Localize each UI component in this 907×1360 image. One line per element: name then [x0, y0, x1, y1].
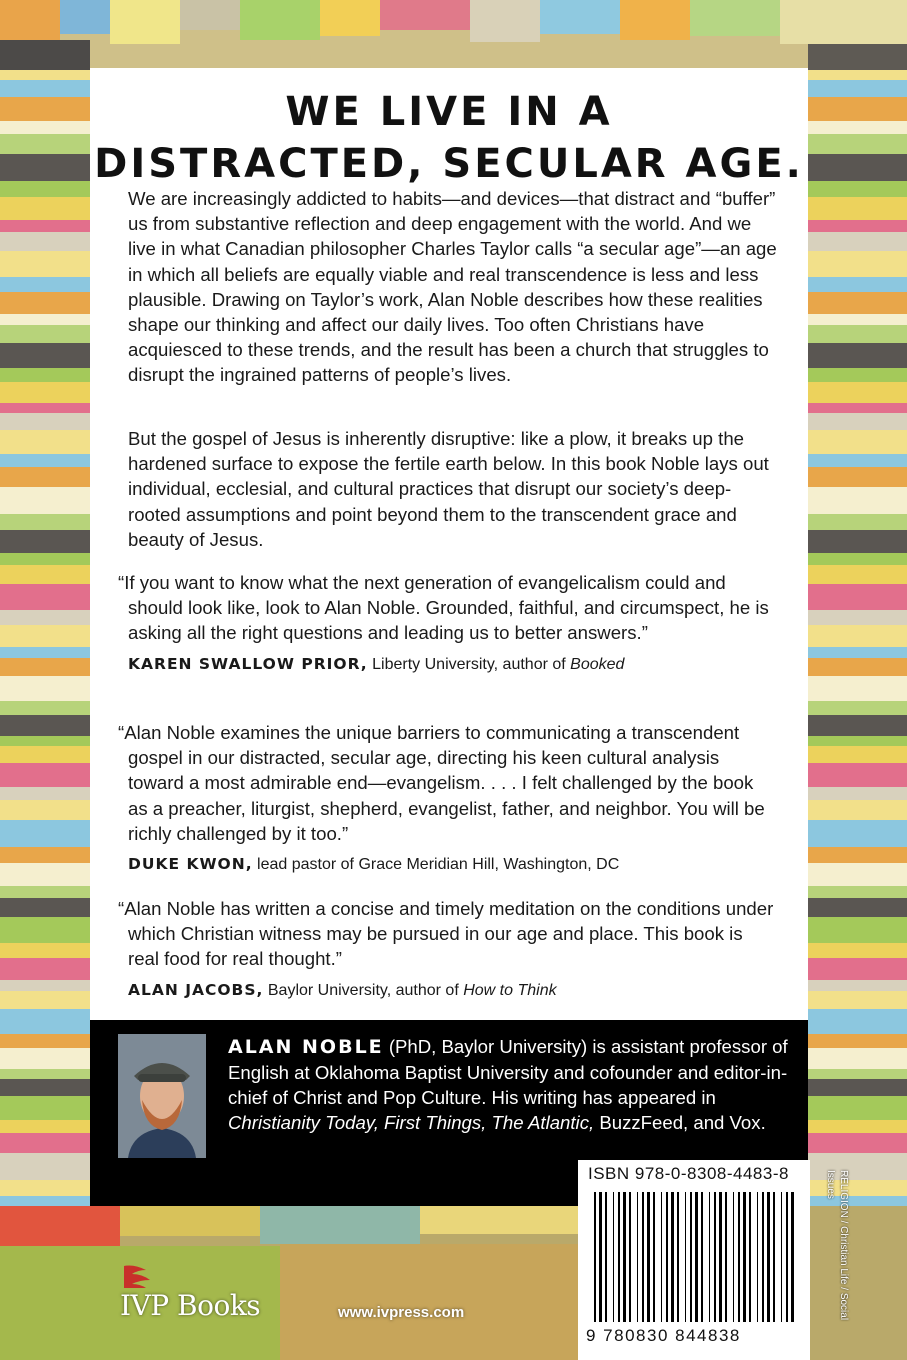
description-text: But the gospel of Jesus is inherently disruptive: like a plow, it breaks up the hardened surface to expose the fertile earth below. In this book Noble lays out individual, ecclesial, and cultural practices that disrupt our society’s deep-rooted assumptions and point beyond them to the transcendent grace and beauty of Jesus. — [128, 428, 769, 550]
barcode-bar — [690, 1192, 692, 1322]
barcode-bar — [791, 1192, 794, 1322]
publisher-website[interactable]: www.ivpress.com — [338, 1304, 465, 1321]
category-label: RELIGION / Christian Life / Social Issues — [825, 1170, 849, 1321]
author-bio-publications: Christianity Today, First Things, The Atlantic, — [228, 1112, 595, 1133]
barcode-bar — [642, 1192, 644, 1322]
barcode-bar — [661, 1192, 662, 1322]
author-bio-text-end: BuzzFeed, and Vox. — [594, 1112, 766, 1133]
endorsement-quote: “If you want to know what the next generation of evangelicalism could and should look like, look to Alan Noble. Grounded, faithful, and circumspect, he is asking all the right questions and leading us to better answers.” — [118, 572, 769, 644]
barcode-bar — [773, 1192, 775, 1322]
endorsement-quote: “Alan Noble has written a concise and timely meditation on the conditions under which Christian witness may be pursued in our age and place. This book is real food for real thought.” — [118, 898, 774, 970]
endorser-work: How to Think — [463, 981, 557, 999]
barcode-bar — [719, 1192, 722, 1322]
barcode-bar — [762, 1192, 764, 1322]
barcode-bar — [618, 1192, 620, 1322]
endorsement-1 — [118, 570, 778, 677]
isbn-digits: 9 780830 844838 — [586, 1326, 741, 1345]
endorser-name: KAREN SWALLOW PRIOR, — [128, 654, 368, 673]
isbn-label: ISBN 978-0-8308-4483-8 — [588, 1164, 789, 1183]
description-paragraph-2 — [128, 426, 778, 552]
endorsement-attribution — [128, 852, 778, 877]
endorser-name: ALAN JACOBS, — [128, 980, 264, 999]
barcode-bar — [671, 1192, 674, 1322]
barcode — [588, 1188, 800, 1326]
endorser-affiliation: Baylor University, author of — [267, 981, 459, 999]
barcode-bar — [695, 1192, 698, 1322]
endorsement-attribution — [128, 978, 778, 1003]
author-bio-text: (PhD, Baylor University) is assistant professor of English at Oklahoma Baptist University and cofounder and editor-in-chief of Christ and Pop Culture. His writing has appeared in — [228, 1036, 788, 1108]
endorser-name: DUKE KWON, — [128, 855, 253, 874]
endorsement-3 — [118, 896, 778, 1003]
barcode-bar — [786, 1192, 788, 1322]
endorser-work: Booked — [570, 655, 625, 673]
author-photo — [118, 1034, 206, 1158]
barcode-bar — [594, 1192, 596, 1322]
barcode-bar — [709, 1192, 710, 1322]
endorser-affiliation: Liberty University, author of — [372, 655, 566, 673]
barcode-bar — [781, 1192, 782, 1322]
headline-line-1: WE LIVE IN A — [285, 89, 613, 135]
author-name: ALAN NOBLE — [228, 1036, 384, 1058]
barcode-bar — [637, 1192, 638, 1322]
barcode-bar — [714, 1192, 716, 1322]
barcode-bar — [623, 1192, 626, 1322]
author-bio — [228, 1034, 798, 1135]
endorsement-attribution — [128, 652, 778, 677]
barcode-bar — [666, 1192, 668, 1322]
description-text: We are increasingly addicted to habits—and devices—that distract and “buffer” us from substantive reflection and deep engagement with the world. And we live in what Canadian philosopher Charles Taylor calls “a secular age”—an age in which all beliefs are equally viable and real transcendence is less and less plausible. Drawing on Taylor’s work, Alan Noble describes how these realities shape our thinking and affect our daily lives. Too often Christians have acquiesced to these trends, and the result has been a church that struggles to disrupt the ingrained patterns of people’s lives. — [128, 188, 777, 386]
barcode-bar — [767, 1192, 770, 1322]
headline-line-2: DISTRACTED, SECULAR AGE. — [94, 141, 804, 187]
barcode-bar — [605, 1192, 607, 1322]
barcode-bar — [701, 1192, 703, 1322]
barcode-bar — [629, 1192, 631, 1322]
barcode-bar — [743, 1192, 746, 1322]
endorsement-2 — [118, 720, 778, 877]
endorsement-quote: “Alan Noble examines the unique barriers to communicating a transcendent gospel in our distracted, secular age, directing his keen cultural analysis toward a most admirable end—evangelism. . . . I felt challenged by the book as a preacher, liturgist, shepherd, evangelist, father, and neighbor. You will be richly challenged by it too.” — [118, 722, 765, 844]
barcode-bar — [613, 1192, 614, 1322]
description-paragraph-1 — [128, 186, 778, 388]
endorser-affiliation: lead pastor of Grace Meridian Hill, Washington, DC — [257, 856, 620, 874]
barcode-bar — [733, 1192, 734, 1322]
barcode-bar — [749, 1192, 751, 1322]
publisher-name: IVP Books — [120, 1289, 261, 1322]
barcode-bar — [738, 1192, 740, 1322]
headline — [90, 86, 808, 190]
barcode-bar — [653, 1192, 655, 1322]
barcode-bar — [599, 1192, 602, 1322]
barcode-bar — [677, 1192, 679, 1322]
barcode-bar — [725, 1192, 727, 1322]
barcode-bar — [757, 1192, 758, 1322]
barcode-bar — [685, 1192, 686, 1322]
barcode-bar — [647, 1192, 650, 1322]
